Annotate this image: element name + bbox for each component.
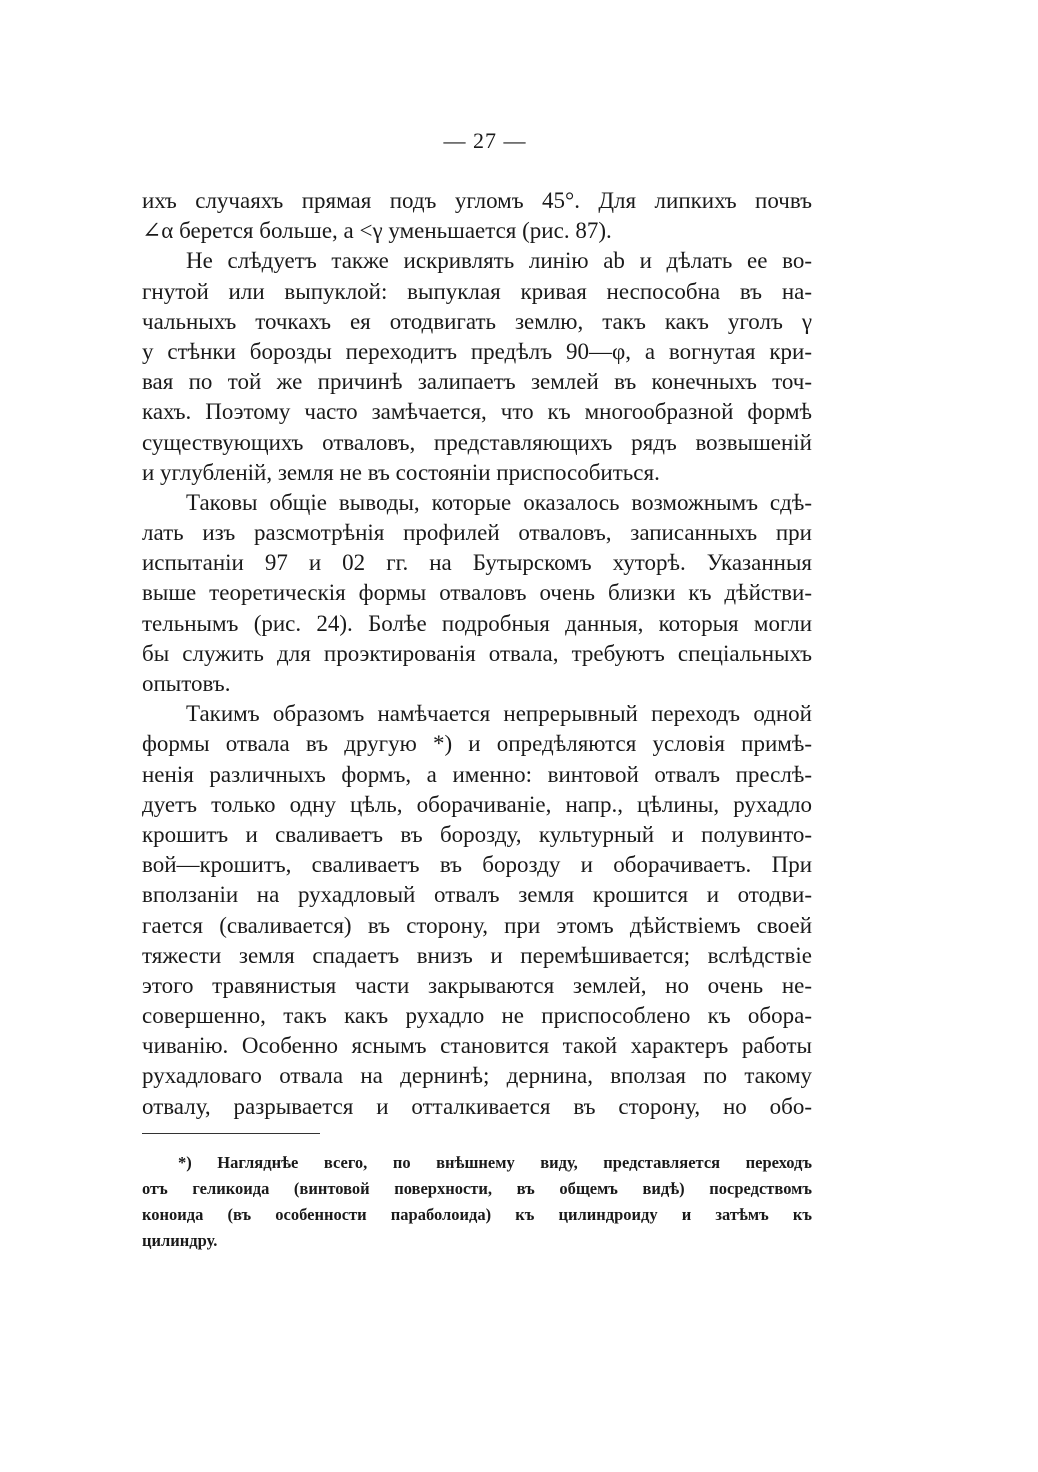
body-line: рухадловаго отвала на дернинѣ; дернина, вползая по такому (142, 1063, 812, 1089)
body-text (142, 186, 812, 1122)
body-line: совершенно, такъ какъ рухадло не приспособлено къ обора- (142, 1003, 812, 1029)
footnote-line: *) Нагляднѣе всего, по внѣшнему виду, представляется переходъ (178, 1153, 812, 1172)
footnote-separator (142, 1133, 320, 1134)
body-line: гнутой или выпуклой: выпуклая кривая неспособна въ на- (142, 278, 812, 304)
body-line: этого травянистыя части закрываются землей, но очень не- (142, 972, 812, 998)
body-line: ненія различныхъ формъ, а именно: винтовой отвалъ преслѣ- (142, 761, 812, 787)
footnote-line: отъ геликоида (винтовой поверхности, въ общемъ видѣ) посредствомъ (142, 1179, 812, 1198)
page-number: — 27 — (443, 128, 527, 153)
body-line: испытаніи 97 и 02 гг. на Бутырскомъ хуторѣ. Указанныя (142, 550, 812, 576)
body-line: бы служить для проэктированія отвала, требуютъ спеціальныхъ (142, 640, 812, 666)
body-line: гается (сваливается) въ сторону, при этомъ дѣйствіемъ своей (142, 912, 812, 938)
body-line: Таковы общіе выводы, которые оказалось возможнымъ сдѣ- (186, 489, 812, 515)
body-line: формы отвала въ другую *) и опредѣляются условія примѣ- (142, 731, 812, 757)
body-line: тельнымъ (рис. 24). Болѣе подробныя данныя, которыя могли (142, 610, 812, 636)
body-line: и углубленій, земля не въ состояніи приспособиться. (142, 459, 660, 485)
body-line: вая по той же причинѣ залипаетъ землей въ конечныхъ точ- (142, 369, 812, 395)
footnote (142, 1150, 812, 1254)
body-line: чиванію. Особенно яснымъ становится такой характеръ работы (142, 1033, 812, 1059)
footnote-line: цилиндру. (142, 1231, 218, 1250)
body-line: существующихъ отваловъ, представляющихъ рядъ возвышеній (142, 429, 812, 455)
body-line: у стѣнки борозды переходитъ предѣлъ 90—φ, а вогнутая кри- (142, 338, 812, 364)
body-line: отвалу, разрывается и отталкивается въ сторону, но обо- (142, 1093, 812, 1119)
body-line: Такимъ образомъ намѣчается непрерывный переходъ одной (186, 701, 812, 727)
body-line: выше теоретическія формы отваловъ очень близки къ дѣйстви- (142, 580, 812, 606)
body-line: вползаніи на рухадловый отвалъ земля крошится и отодви- (142, 882, 812, 908)
body-line: крошитъ и сваливаетъ въ борозду, культурный и полувинто- (142, 821, 812, 847)
body-line: опытовъ. (142, 671, 231, 696)
body-line: кахъ. Поэтому часто замѣчается, что къ многообразной формѣ (142, 399, 812, 425)
footnote-line: коноида (въ особенности параболоида) къ цилиндроиду и затѣмъ къ (142, 1205, 812, 1224)
body-line: дуетъ только одну цѣль, оборачиваніе, напр., цѣлины, рухадло (142, 791, 812, 817)
body-line: Не слѣдуетъ также искривлять линію ab и дѣлать ее во- (186, 248, 812, 274)
body-line: тяжести земля спадаетъ внизъ и перемѣшивается; вслѣдствіе (142, 942, 812, 968)
body-line: ихъ случаяхъ прямая подъ угломъ 45°. Для липкихъ почвъ (142, 188, 812, 213)
body-line: вой—крошитъ, сваливаетъ въ борозду и оборачиваетъ. При (142, 852, 812, 878)
body-line: ∠α берется больше, а <γ уменьшается (рис. 87). (142, 218, 612, 244)
body-line: чальныхъ точкахъ ея отодвигать землю, такъ какъ уголъ γ (142, 308, 812, 334)
body-line: лать изъ разсмотрѣнія профилей отваловъ, записанныхъ при (142, 520, 812, 546)
